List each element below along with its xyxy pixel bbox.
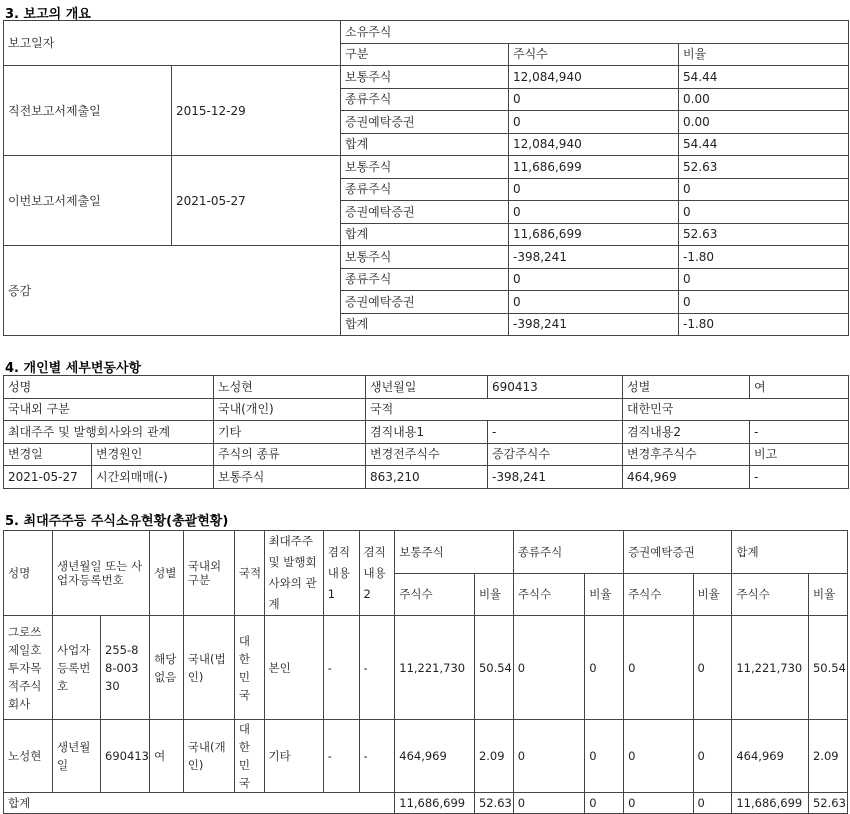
value-birth: 690413 <box>488 376 623 399</box>
note: - <box>750 466 849 489</box>
holder-name: 그로쓰제일호투자목적주식회사 <box>4 616 53 720</box>
common-shares: 464,969 <box>395 720 475 793</box>
shares-cell: 0 <box>509 201 679 224</box>
ratio-cell: 54.44 <box>679 66 849 89</box>
common-ratio: 50.54 <box>474 616 513 720</box>
group-label: 이번보고서제출일 <box>4 156 172 246</box>
shares-after: 464,969 <box>623 466 750 489</box>
holder-id-type: 사업자등록번호 <box>53 616 101 720</box>
kind-cell: 합계 <box>341 133 509 156</box>
shares-cell: 0 <box>509 88 679 111</box>
holder-nationality: 대한민국 <box>234 720 264 793</box>
ratio-cell: 0 <box>679 291 849 314</box>
dr-shares: 0 <box>624 720 693 793</box>
shares-cell: 0 <box>509 291 679 314</box>
section5-title: 5. 최대주주등 주식소유현황(총괄현황) <box>5 514 229 529</box>
kind-cell: 종류주식 <box>341 268 509 291</box>
shares-before: 863,210 <box>366 466 488 489</box>
value-gender: 여 <box>750 376 849 399</box>
total-ratio: 50.54 <box>808 616 847 720</box>
kind-cell: 보통주식 <box>341 246 509 269</box>
shares-cell: 11,686,699 <box>509 223 679 246</box>
header-owned-shares: 소유주식 <box>341 21 849 44</box>
change-date: 2021-05-27 <box>4 466 92 489</box>
label-gender: 성별 <box>623 376 750 399</box>
header-relation: 최대주주 및 발행회사와의 관계 <box>264 531 323 616</box>
holder-job2: - <box>359 720 395 793</box>
shares-delta: -398,241 <box>488 466 623 489</box>
value-relation: 기타 <box>214 421 366 444</box>
ratio-cell: 0.00 <box>679 88 849 111</box>
header-ratio: 비율 <box>474 573 513 616</box>
value-nationality: 대한민국 <box>623 398 849 421</box>
ratio-cell: 54.44 <box>679 133 849 156</box>
individual-change-table <box>3 375 849 489</box>
header-change-date: 변경일 <box>4 443 92 466</box>
group-label: 직전보고서제출일 <box>4 66 172 156</box>
class-shares: 0 <box>513 616 585 720</box>
ratio-cell: 52.63 <box>679 156 849 179</box>
holder-nationality: 대한민국 <box>234 616 264 720</box>
header-shares: 주식수 <box>513 573 585 616</box>
common-shares: 11,686,699 <box>395 793 475 814</box>
total-shares: 11,221,730 <box>732 616 809 720</box>
ratio-cell: -1.80 <box>679 313 849 336</box>
label-name: 성명 <box>4 376 214 399</box>
value-domestic: 국내(개인) <box>214 398 366 421</box>
common-ratio: 52.63 <box>474 793 513 814</box>
total-ratio: 2.09 <box>808 720 847 793</box>
holder-job2: - <box>359 616 395 720</box>
class-shares: 0 <box>513 793 585 814</box>
report-overview-table <box>3 20 849 336</box>
holder-domestic: 국내(개인) <box>183 720 234 793</box>
header-shares: 주식수 <box>732 573 809 616</box>
header-kind: 구분 <box>341 43 509 66</box>
header-delta: 증감주식수 <box>488 443 623 466</box>
class-ratio: 0 <box>585 616 624 720</box>
header-ratio: 비율 <box>585 573 624 616</box>
header-after: 변경후주식수 <box>623 443 750 466</box>
header-dr: 증권예탁증권 <box>624 531 732 574</box>
kind-cell: 종류주식 <box>341 88 509 111</box>
group-date: 2015-12-29 <box>172 66 341 156</box>
shares-cell: 12,084,940 <box>509 66 679 89</box>
kind-cell: 증권예탁증권 <box>341 201 509 224</box>
header-domestic: 국내외 구분 <box>183 531 234 616</box>
kind-cell: 종류주식 <box>341 178 509 201</box>
shares-cell: -398,241 <box>509 313 679 336</box>
group-label: 증감 <box>4 246 341 336</box>
holder-domestic: 국내(법인) <box>183 616 234 720</box>
value-job1: - <box>488 421 623 444</box>
header-birth-or-regno: 생년월일 또는 사업자등록번호 <box>53 531 150 616</box>
share-kind: 보통주식 <box>214 466 366 489</box>
header-share-kind: 주식의 종류 <box>214 443 366 466</box>
header-job2: 겸직내용2 <box>359 531 395 616</box>
ratio-cell: 0 <box>679 268 849 291</box>
header-gender: 성별 <box>150 531 184 616</box>
class-shares: 0 <box>513 720 585 793</box>
header-before: 변경전주식수 <box>366 443 488 466</box>
holder-gender: 여 <box>150 720 184 793</box>
header-ratio: 비율 <box>693 573 732 616</box>
dr-ratio: 0 <box>693 616 732 720</box>
group-date: 2021-05-27 <box>172 156 341 246</box>
kind-cell: 보통주식 <box>341 66 509 89</box>
dr-shares: 0 <box>624 793 693 814</box>
header-job1: 겸직내용1 <box>323 531 359 616</box>
kind-cell: 합계 <box>341 313 509 336</box>
header-note: 비고 <box>750 443 849 466</box>
shares-cell: 12,084,940 <box>509 133 679 156</box>
ratio-cell: 52.63 <box>679 223 849 246</box>
holder-relation: 본인 <box>264 616 323 720</box>
shares-cell: 0 <box>509 111 679 134</box>
shares-cell: 0 <box>509 268 679 291</box>
total-shares: 11,686,699 <box>732 793 809 814</box>
header-shares: 주식수 <box>395 573 475 616</box>
holder-gender: 해당없음 <box>150 616 184 720</box>
section3-title: 3. 보고의 개요 <box>5 7 91 22</box>
kind-cell: 합계 <box>341 223 509 246</box>
kind-cell: 보통주식 <box>341 156 509 179</box>
major-shareholder-table <box>3 530 848 814</box>
dr-shares: 0 <box>624 616 693 720</box>
header-ratio: 비율 <box>679 43 849 66</box>
holder-id: 255-88-00330 <box>101 616 150 720</box>
label-birth: 생년월일 <box>366 376 488 399</box>
value-name: 노성현 <box>214 376 366 399</box>
label-nationality: 국적 <box>366 398 623 421</box>
common-shares: 11,221,730 <box>395 616 475 720</box>
header-shares: 주식수 <box>509 43 679 66</box>
section4-title: 4. 개인별 세부변동사항 <box>5 361 142 376</box>
shares-cell: 11,686,699 <box>509 156 679 179</box>
label-job1: 겸직내용1 <box>366 421 488 444</box>
header-class: 종류주식 <box>513 531 623 574</box>
holder-id-type: 생년월일 <box>53 720 101 793</box>
label-domestic: 국내외 구분 <box>4 398 214 421</box>
header-change-reason: 변경원인 <box>92 443 214 466</box>
shares-cell: -398,241 <box>509 246 679 269</box>
header-nationality: 국적 <box>234 531 264 616</box>
ratio-cell: 0.00 <box>679 111 849 134</box>
kind-cell: 증권예탁증권 <box>341 111 509 134</box>
common-ratio: 2.09 <box>474 720 513 793</box>
value-job2: - <box>750 421 849 444</box>
class-ratio: 0 <box>585 720 624 793</box>
header-shares: 주식수 <box>624 573 693 616</box>
header-report-date: 보고일자 <box>4 21 341 66</box>
header-ratio: 비율 <box>808 573 847 616</box>
dr-ratio: 0 <box>693 720 732 793</box>
change-reason: 시간외매매(-) <box>92 466 214 489</box>
dr-ratio: 0 <box>693 793 732 814</box>
holder-name: 노성현 <box>4 720 53 793</box>
label-relation: 최대주주 및 발행회사와의 관계 <box>4 421 214 444</box>
holder-job1: - <box>323 616 359 720</box>
shares-cell: 0 <box>509 178 679 201</box>
ratio-cell: 0 <box>679 201 849 224</box>
holder-id: 690413 <box>101 720 150 793</box>
header-common: 보통주식 <box>395 531 514 574</box>
total-ratio: 52.63 <box>808 793 847 814</box>
label-job2: 겸직내용2 <box>623 421 750 444</box>
kind-cell: 증권예탁증권 <box>341 291 509 314</box>
ratio-cell: -1.80 <box>679 246 849 269</box>
total-label: 합계 <box>4 793 395 814</box>
total-shares: 464,969 <box>732 720 809 793</box>
header-name: 성명 <box>4 531 53 616</box>
holder-relation: 기타 <box>264 720 323 793</box>
class-ratio: 0 <box>585 793 624 814</box>
header-total: 합계 <box>732 531 848 574</box>
holder-job1: - <box>323 720 359 793</box>
ratio-cell: 0 <box>679 178 849 201</box>
